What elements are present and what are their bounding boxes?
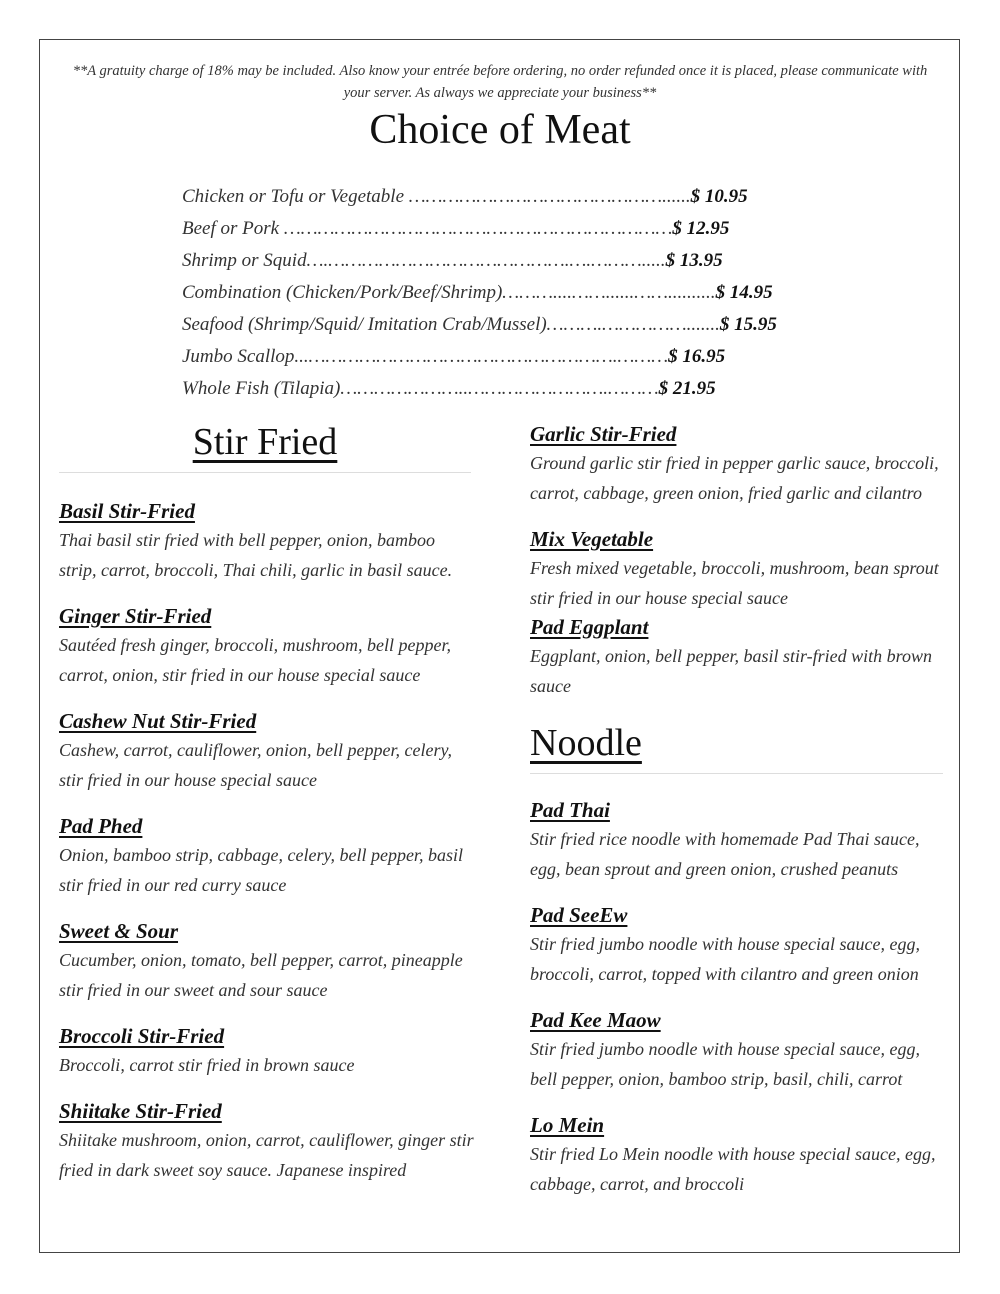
meat-price-list: [182, 183, 882, 407]
item-name: Lo Mein: [530, 1113, 605, 1137]
price-value: $ 14.95: [715, 282, 773, 303]
item-name: Cashew Nut Stir-Fried: [59, 709, 257, 733]
price-row: [182, 183, 882, 215]
item-description: Eggplant, onion, bell pepper, basil stir-fried with brown sauce: [530, 646, 932, 696]
menu-item: [59, 707, 474, 795]
item-name: Ginger Stir-Fried: [59, 604, 212, 628]
item-description: Fresh mixed vegetable, broccoli, mushroom, bean sprout stir fried in our house special sauce: [530, 558, 939, 608]
item-description: Cashew, carrot, cauliflower, onion, bell pepper, celery, stir fried in our house special sauce: [59, 740, 452, 790]
stir-fried-title: Stir Fried: [192, 421, 338, 463]
price-row: [182, 247, 882, 279]
gratuity-notice: **A gratuity charge of 18% may be included. Also know your entrée before ordering, no order refunded once it is placed, please communicate with your server. As always we appreciate your business**: [72, 63, 928, 101]
menu-item: [530, 1006, 945, 1094]
price-row: [182, 311, 882, 343]
item-description: Cucumber, onion, tomato, bell pepper, carrot, pineapple stir fried in our sweet and sour sauce: [59, 950, 463, 1000]
item-name: Pad Phed: [59, 814, 143, 838]
price-value: $ 12.95: [672, 218, 730, 239]
menu-item: [59, 917, 474, 1005]
item-name: Pad Thai: [530, 798, 610, 822]
item-name: Pad SeeEw: [530, 903, 628, 927]
choice-of-meat-title: Choice of Meat: [369, 107, 631, 153]
menu-item: [530, 796, 945, 884]
menu-item: [59, 497, 474, 585]
price-value: $ 10.95: [690, 186, 748, 207]
menu-item: [530, 525, 945, 613]
price-value: $ 16.95: [668, 346, 726, 367]
item-description: Stir fried rice noodle with homemade Pad Thai sauce, egg, bean sprout and green onion, crushed peanuts: [530, 829, 920, 879]
price-row: [182, 215, 882, 247]
price-label: Seafood (Shrimp/Squid/ Imitation Crab/Mussel)……….…………….......: [182, 314, 720, 335]
menu-item: [530, 420, 945, 508]
item-name: Basil Stir-Fried: [59, 499, 195, 523]
right-column: [530, 420, 945, 1199]
item-description: Thai basil stir fried with bell pepper, onion, bamboo strip, carrot, broccoli, Thai chili, garlic in basil sauce.: [59, 530, 453, 580]
price-label: Beef or Pork ……………………………………………………………: [182, 218, 673, 239]
price-value: $ 13.95: [665, 250, 723, 271]
menu-item: [530, 1111, 945, 1199]
item-description: Onion, bamboo strip, cabbage, celery, bell pepper, basil stir fried in our red curry sauce: [59, 845, 463, 895]
stir-fried-column: [59, 420, 474, 1185]
price-row: [182, 375, 882, 407]
item-name: Broccoli Stir-Fried: [59, 1024, 225, 1048]
menu-item: [59, 812, 474, 900]
section-divider: [530, 773, 943, 774]
menu-item: [59, 1097, 474, 1185]
item-description: Broccoli, carrot stir fried in brown sauce: [59, 1055, 355, 1075]
price-label: Chicken or Tofu or Vegetable ………………………………………......: [182, 186, 691, 207]
item-description: Shiitake mushroom, onion, carrot, cauliflower, ginger stir fried in dark sweet soy sauce. Japanese inspired: [59, 1130, 474, 1180]
menu-item: [59, 1022, 474, 1080]
price-value: $ 21.95: [658, 378, 716, 399]
menu-item: [530, 613, 945, 701]
item-description: Stir fried jumbo noodle with house special sauce, egg, bell pepper, onion, bamboo strip, basil, chili, carrot: [530, 1039, 920, 1089]
noodle-section: [530, 721, 945, 774]
menu-item: [59, 602, 474, 690]
item-name: Mix Vegetable: [530, 527, 654, 551]
item-name: Shiitake Stir-Fried: [59, 1099, 222, 1123]
item-description: Sautéed fresh ginger, broccoli, mushroom, bell pepper, carrot, onion, stir fried in our house special sauce: [59, 635, 451, 685]
price-label: Combination (Chicken/Pork/Beef/Shrimp)………....……......……..........: [182, 282, 716, 303]
price-row: [182, 343, 882, 375]
price-row: [182, 279, 882, 311]
item-description: Stir fried jumbo noodle with house special sauce, egg, broccoli, carrot, topped with cilantro and green onion: [530, 934, 920, 984]
price-value: $ 15.95: [719, 314, 777, 335]
menu-item: [530, 901, 945, 989]
item-description: Ground garlic stir fried in pepper garlic sauce, broccoli, carrot, cabbage, green onion, fried garlic and cilantro: [530, 453, 939, 503]
section-divider: [59, 472, 471, 473]
item-name: Pad Eggplant: [530, 615, 649, 639]
price-label: Jumbo Scallop...……………………………………………….………: [182, 346, 669, 367]
item-description: Stir fried Lo Mein noodle with house special sauce, egg, cabbage, carrot, and broccoli: [530, 1144, 936, 1194]
item-name: Pad Kee Maow: [530, 1008, 661, 1032]
item-name: Sweet & Sour: [59, 919, 179, 943]
price-label: Shrimp or Squid….…………………………………….….……….....: [182, 250, 666, 271]
noodle-title: Noodle: [530, 722, 642, 764]
price-label: Whole Fish (Tilapia)…………………..…………………….………: [182, 378, 659, 399]
item-name: Garlic Stir-Fried: [530, 422, 677, 446]
